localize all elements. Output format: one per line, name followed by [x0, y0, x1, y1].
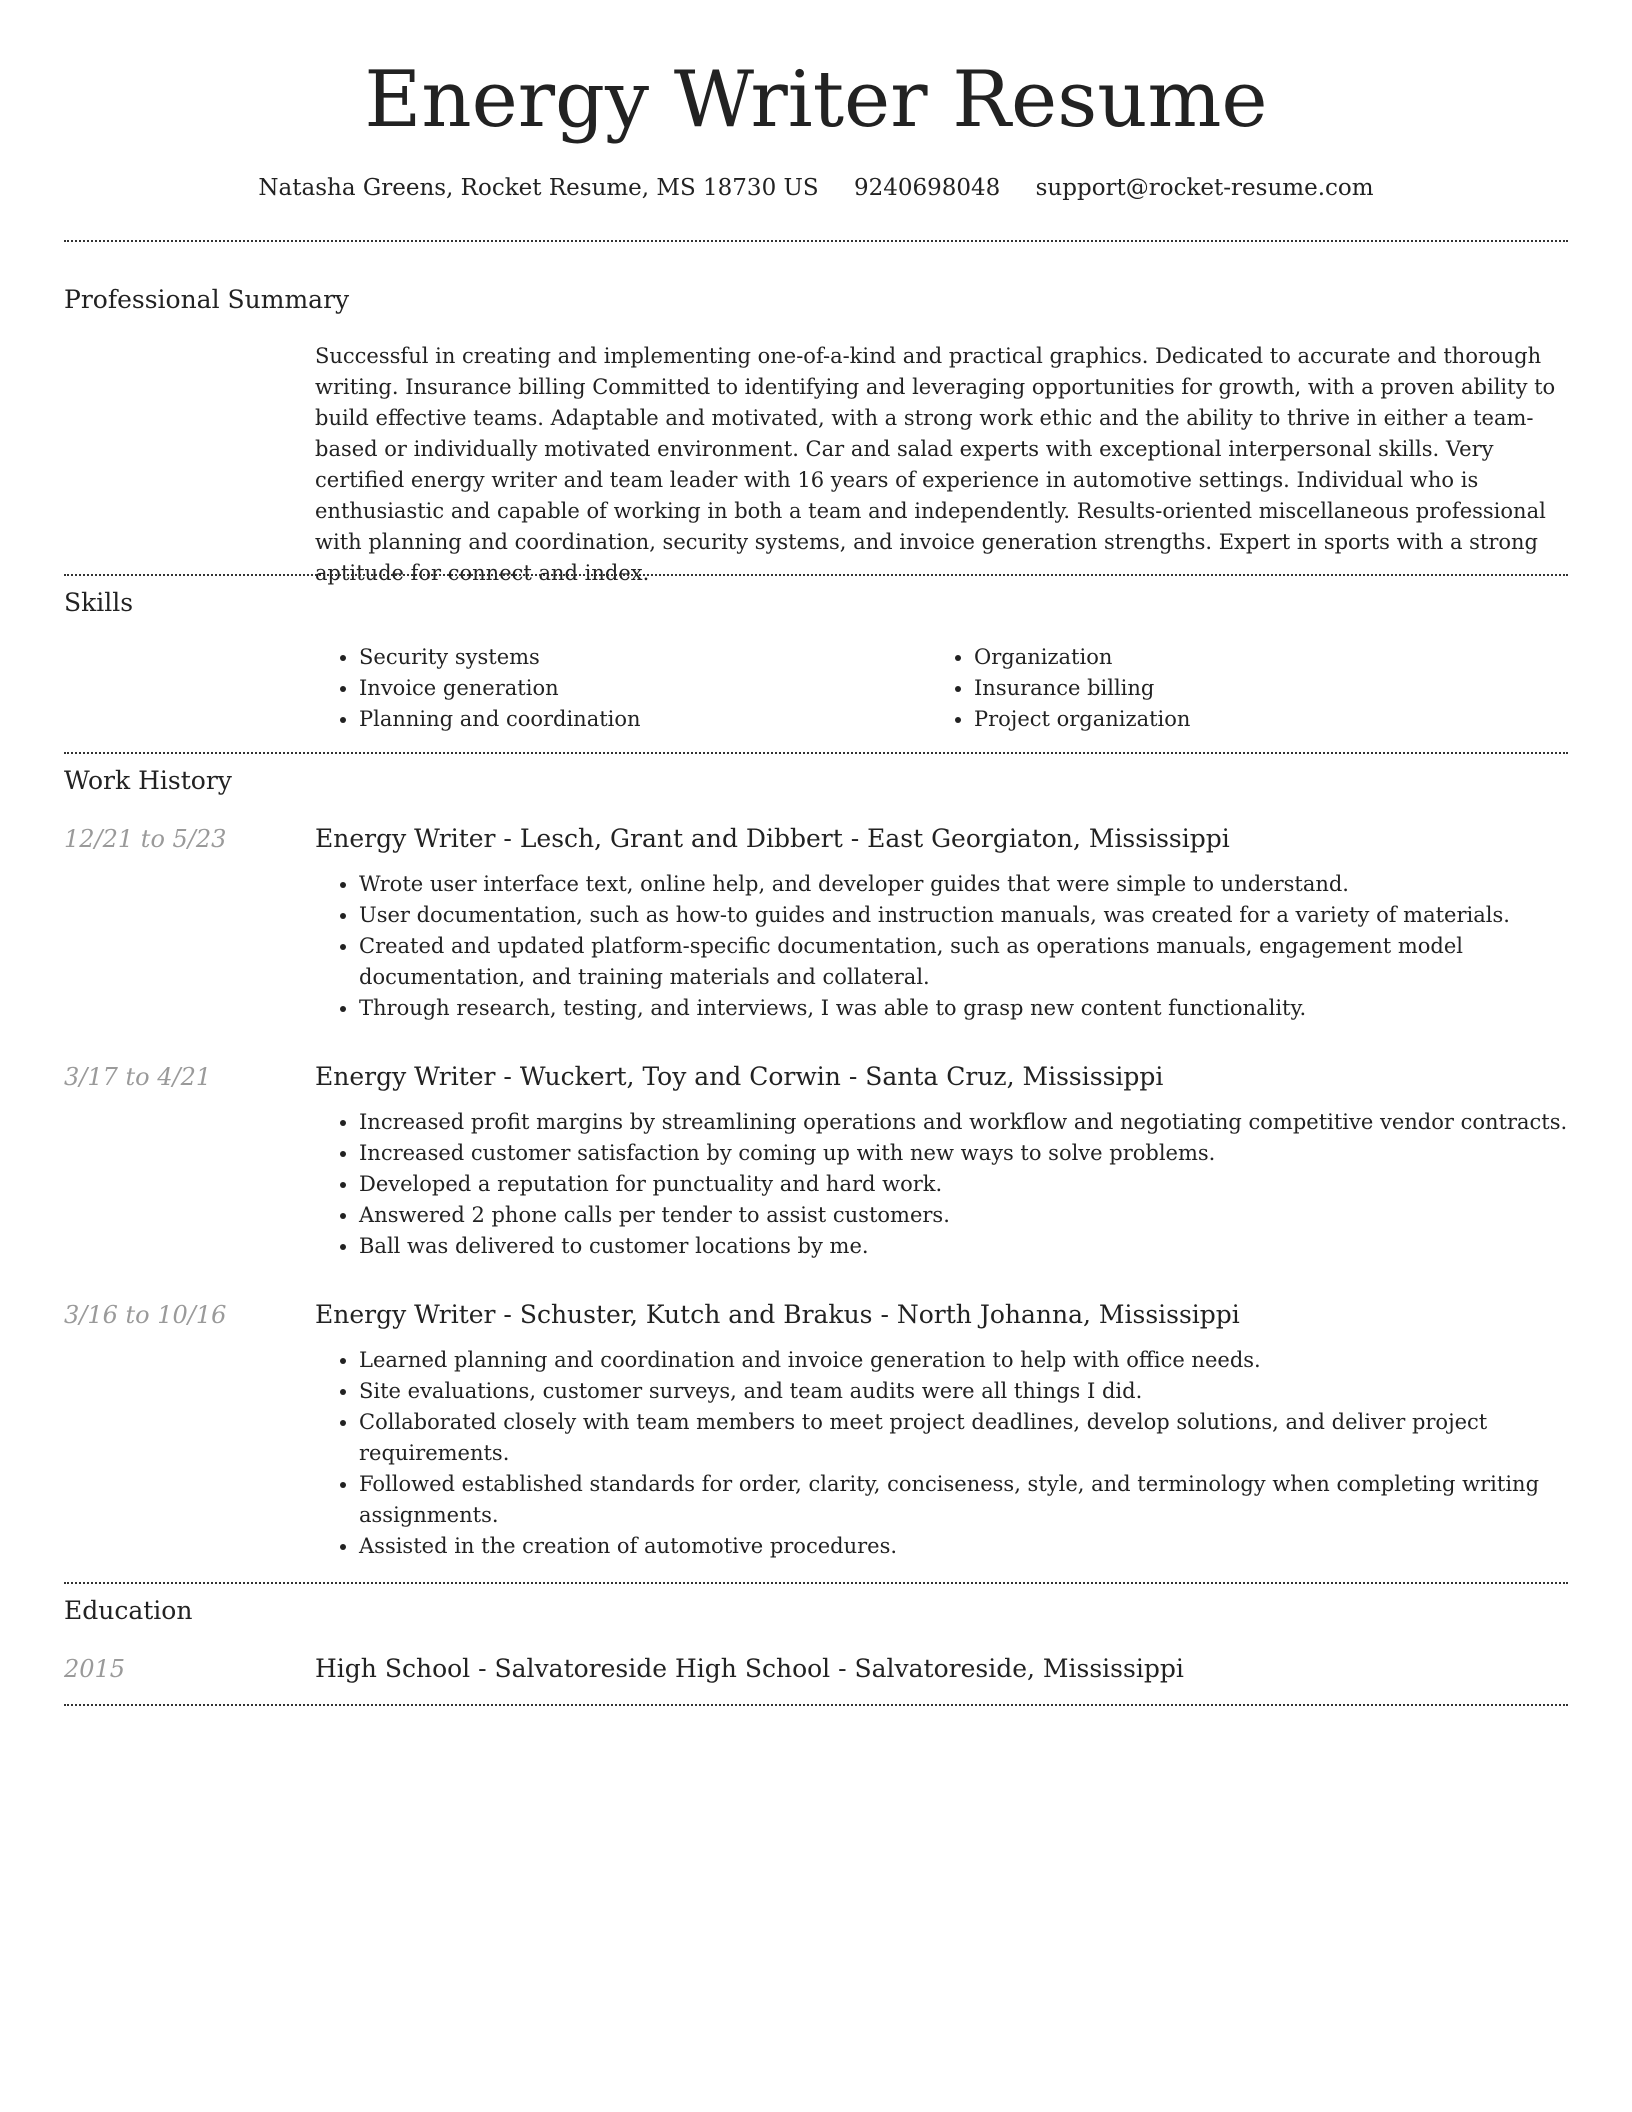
job-heading: Energy Writer - Wuckert, Toy and Corwin - Santa Cruz, Mississippi — [315, 1062, 1164, 1091]
contact-address: Natasha Greens, Rocket Resume, MS 18730 US — [258, 175, 819, 201]
skills-column-right — [930, 642, 1190, 735]
job-bullets — [315, 869, 1568, 1024]
skill-item: • Project organization — [974, 704, 1190, 735]
summary-heading: Professional Summary — [64, 285, 350, 314]
job-bullet: • Developed a reputation for punctuality and hard work. — [359, 1169, 1568, 1200]
job-entry — [315, 1061, 1568, 1262]
job-bullet: • Learned planning and coordination and invoice generation to help with office needs. — [359, 1345, 1568, 1376]
job-bullet: • Answered 2 phone calls per tender to assist customers. — [359, 1200, 1568, 1231]
job-date: 3/16 to 10/16 — [64, 1301, 227, 1329]
header-divider — [64, 240, 1568, 242]
education-date: 2015 — [64, 1655, 126, 1683]
work-heading: Work History — [64, 766, 232, 795]
job-bullet: • Increased profit margins by streamlining operations and workflow and negotiating competitive vendor contracts. — [359, 1107, 1568, 1138]
work-divider — [64, 1582, 1568, 1584]
job-bullet: • Assisted in the creation of automotive procedures. — [359, 1531, 1568, 1562]
job-date: 12/21 to 5/23 — [64, 825, 227, 853]
job-bullets — [315, 1345, 1568, 1562]
job-bullet: • Followed established standards for order, clarity, conciseness, style, and terminology when completing writing assignments. — [359, 1469, 1568, 1531]
skill-item: • Invoice generation — [359, 673, 641, 704]
skill-item: • Security systems — [359, 642, 641, 673]
skill-item: • Planning and coordination — [359, 704, 641, 735]
skills-heading: Skills — [64, 588, 134, 617]
job-heading: Energy Writer - Schuster, Kutch and Brakus - North Johanna, Mississippi — [315, 1300, 1240, 1329]
job-bullet: • Site evaluations, customer surveys, and team audits were all things I did. — [359, 1376, 1568, 1407]
job-bullet: • Wrote user interface text, online help, and developer guides that were simple to understand. — [359, 869, 1568, 900]
education-divider — [64, 1704, 1568, 1706]
summary-text: Successful in creating and implementing one-of-a-kind and practical graphics. Dedicated to accurate and thorough writing. Insurance billing Committed to identifying and leveraging opportunities for growth, with a proven ability to build effective teams. Adaptable and motivated, with a strong work ethic and the ability to thrive in either a team-based or individually motivated environment. Car and salad experts with exceptional interpersonal skills. Very certified energy writer and team leader with 16 years of experience in automotive settings. Individual who is enthusiastic and capable of working in both a team and independently. Results-oriented miscellaneous professional with planning and coordination, security systems, and invoice generation strengths. Expert in sports with a strong aptitude for connect and index. — [315, 344, 1556, 585]
summary-divider — [64, 574, 1568, 576]
resume-header — [0, 0, 1632, 204]
job-heading: Energy Writer - Lesch, Grant and Dibbert - East Georgiaton, Mississippi — [315, 824, 1230, 853]
skills-column-left — [315, 642, 641, 735]
job-bullet: • Created and updated platform-specific documentation, such as operations manuals, engagement model documentation, and training materials and collateral. — [359, 931, 1568, 993]
job-bullet: • User documentation, such as how-to guides and instruction manuals, was created for a variety of materials. — [359, 900, 1568, 931]
job-bullet: • Ball was delivered to customer locations by me. — [359, 1231, 1568, 1262]
skill-item: • Insurance billing — [974, 673, 1190, 704]
skills-grid — [315, 642, 1568, 738]
contact-email: support@rocket-resume.com — [1035, 175, 1374, 201]
job-date: 3/17 to 4/21 — [64, 1063, 212, 1091]
job-entry — [315, 823, 1568, 1024]
contact-phone: 9240698048 — [853, 175, 1001, 201]
job-bullets — [315, 1107, 1568, 1262]
skill-item: • Organization — [974, 642, 1190, 673]
job-bullet: • Increased customer satisfaction by coming up with new ways to solve problems. — [359, 1138, 1568, 1169]
skills-divider — [64, 752, 1568, 754]
resume-title: Energy Writer Resume — [364, 55, 1268, 145]
education-entry: High School - Salvatoreside High School - Salvatoreside, Mississippi — [315, 1654, 1184, 1683]
contact-line — [0, 172, 1632, 204]
job-bullet: • Collaborated closely with team members to meet project deadlines, develop solutions, and deliver project requirements. — [359, 1407, 1568, 1469]
job-bullet: • Through research, testing, and interviews, I was able to grasp new content functionality. — [359, 993, 1568, 1024]
job-entry — [315, 1299, 1568, 1562]
education-heading: Education — [64, 1596, 193, 1625]
